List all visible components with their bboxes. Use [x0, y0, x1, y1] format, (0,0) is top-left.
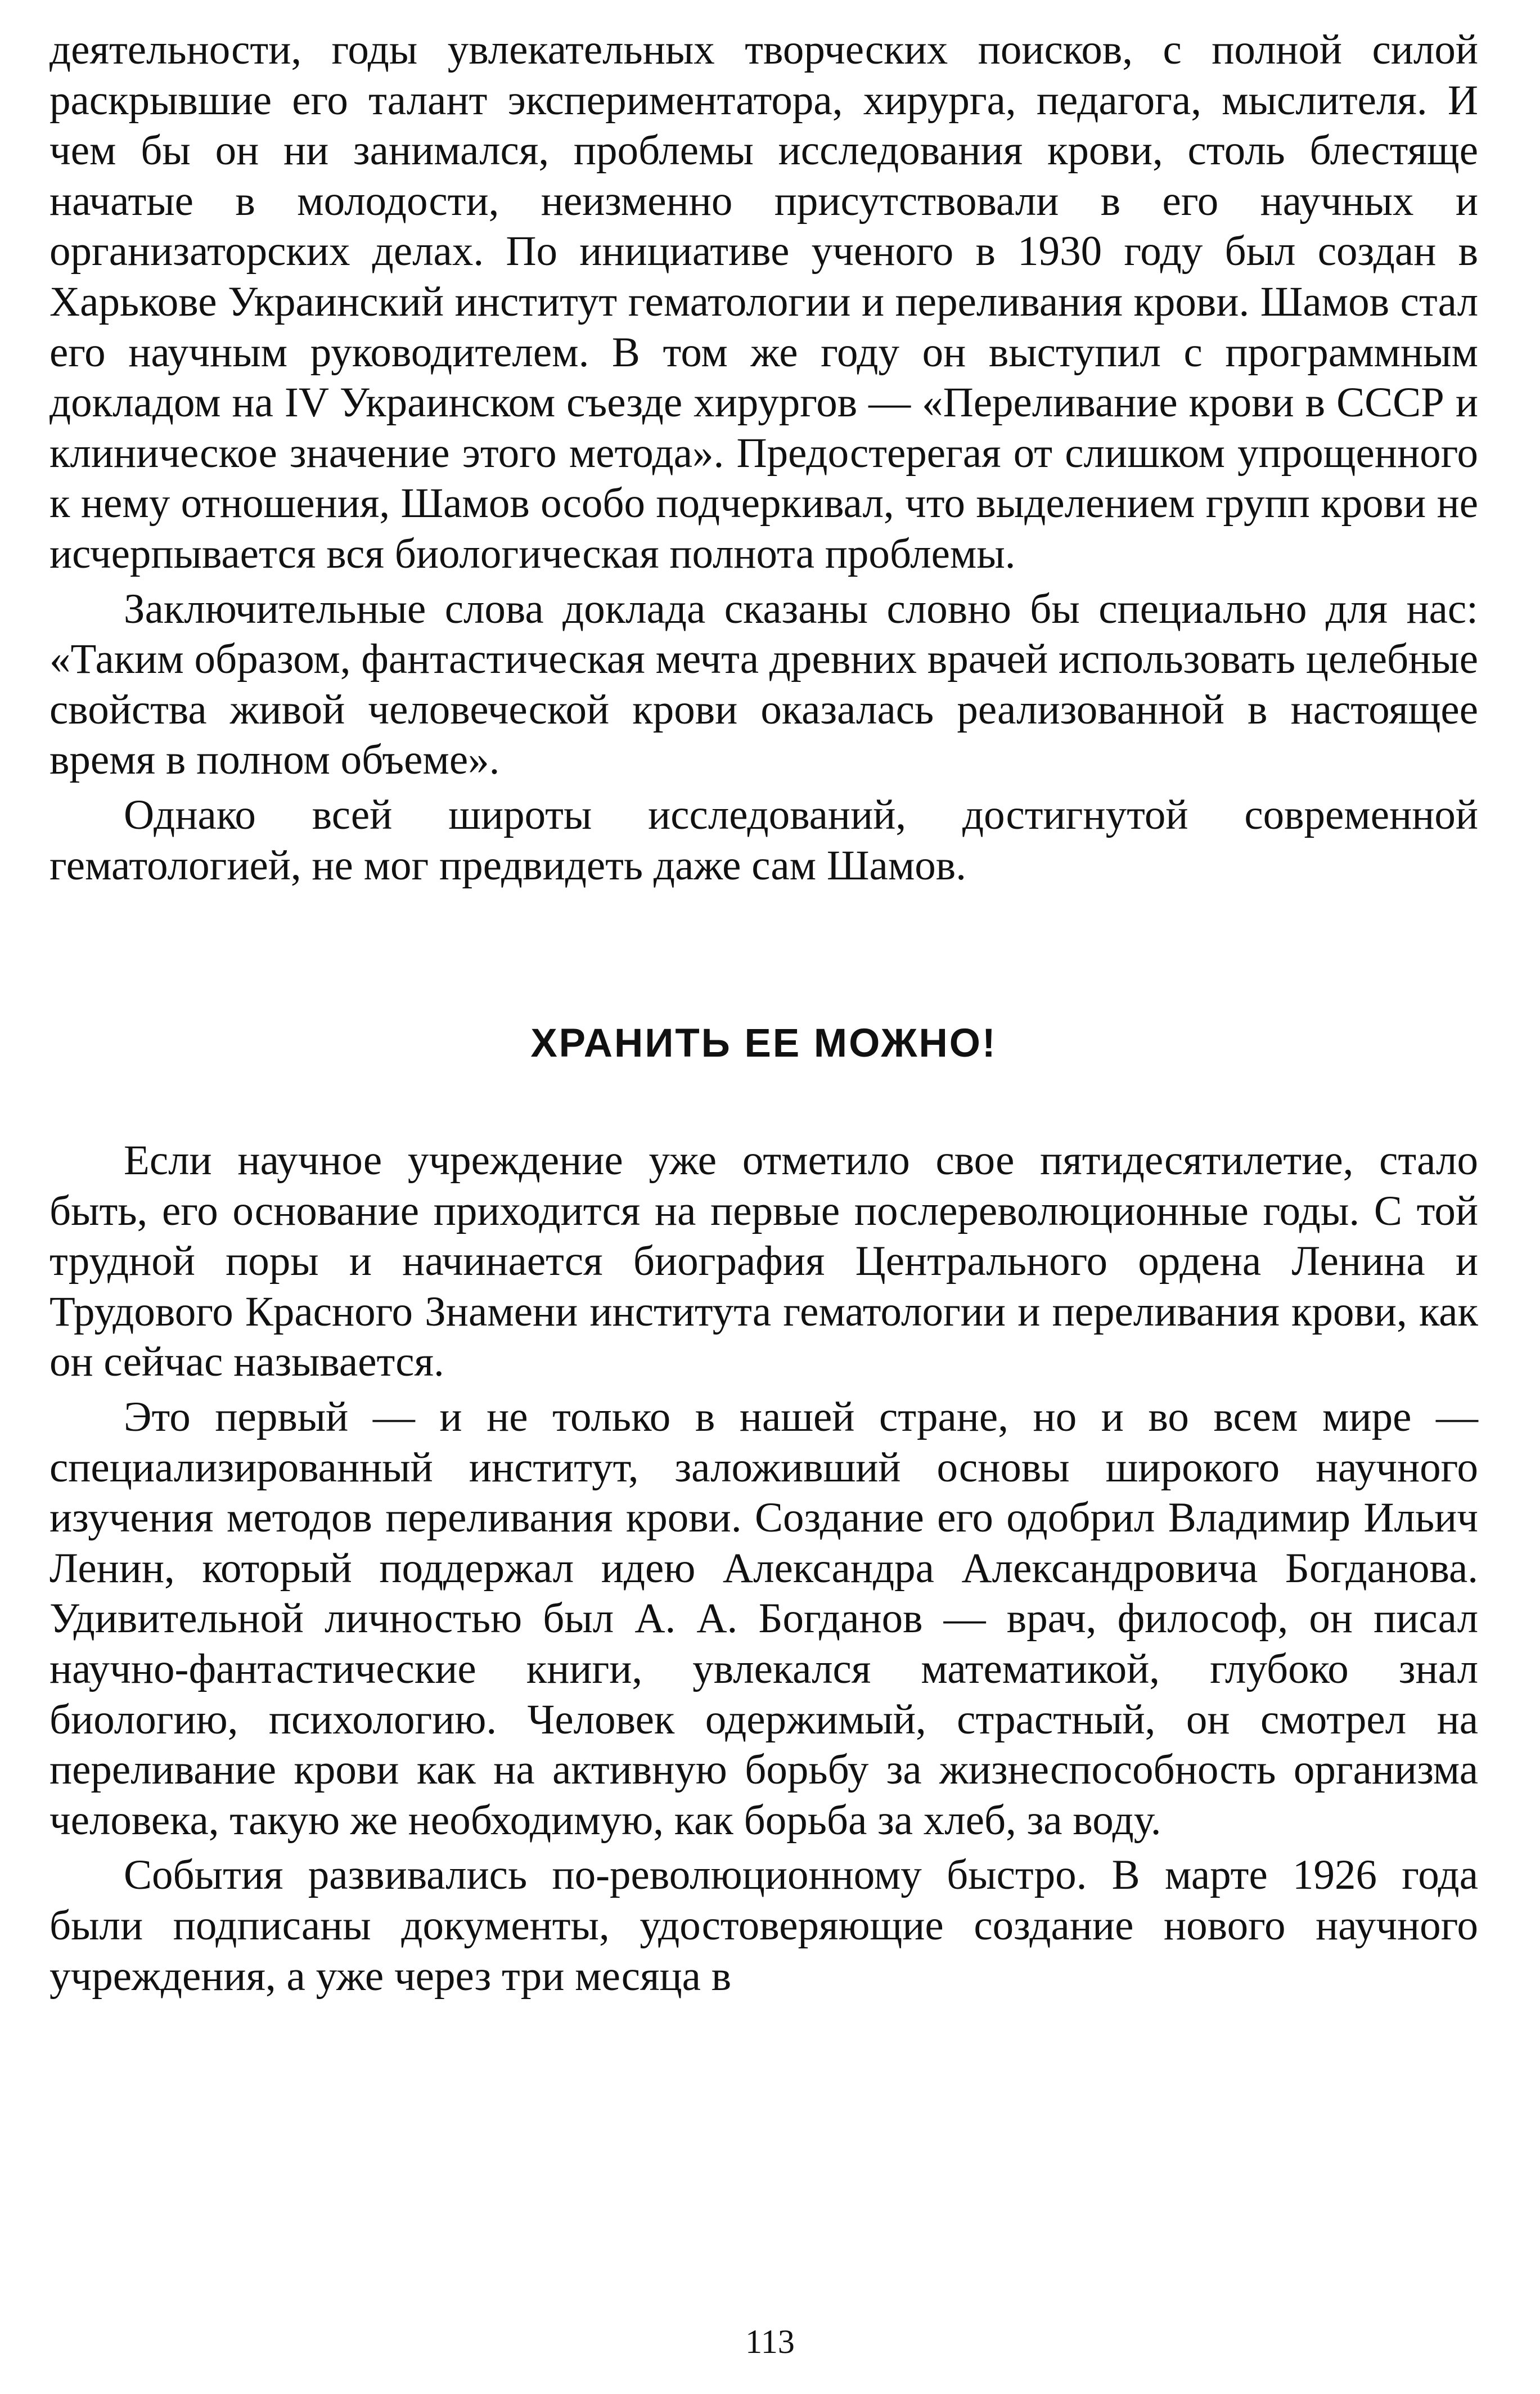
paragraph-modern-hematology: Однако всей широты исследований, достигнутой современной гематологией, не мог предвидеть даже сам Шамов.: [49, 791, 1478, 889]
page-number: 113: [745, 2323, 795, 2360]
paragraph-shamov-institute: деятельности, годы увлекательных творческих поисков, с полной силой раскрывшие его талант экспериментатора, хирурга, педагога, мыслителя. И чем бы он ни занимался, проблемы исследования крови, столь блестяще начатые в молодости, неизменно присутствовали в его научных и организаторских делах. По инициативе ученого в 1930 году был создан в Харькове Украинский институт гематологии и переливания крови. Шамов стал его научным руководителем. В том же году он выступил с программным докладом на IV Украинском съезде хирургов — «Переливание крови в СССР и клиническое значение этого метода». Предостерегая от слишком упрощенного к нему отношения, Шамов особо подчеркивал, что выделением групп крови не исчерпывается вся биологическая полнота проблемы.: [49, 26, 1478, 577]
paragraph-events-1926: События развивались по-революционному быстро. В марте 1926 года были подписаны документы, удостоверяющие создание нового научного учреждения, а уже через три месяца в: [49, 1852, 1478, 2000]
paragraph-institute-anniversary: Если научное учреждение уже отметило свое пятидесятилетие, стало быть, его основание приходится на первые послереволюционные годы. С той трудной поры и начинается биография Центрального ордена Ленина и Трудового Красного Знамени института гематологии и переливания крови, как он сейчас называется.: [49, 1137, 1478, 1386]
section-heading: ХРАНИТЬ ЕЕ МОЖНО!: [530, 1021, 997, 1066]
paragraph-report-conclusion: Заключительные слова доклада сказаны словно бы специально для нас: «Таким образом, фантастическая мечта древних врачей использовать целебные свойства живой человеческой крови оказалась реализованной в настоящее время в полном объеме».: [49, 585, 1478, 784]
page-body: [49, 25, 1478, 2001]
paragraph-first-institute: Это первый — и не только в нашей стране, но и во всем мире — специализированный институт, заложивший основы широкого научного изучения методов переливания крови. Создание его одобрил Владимир Ильич Ленин, который поддержал идею Александра Александровича Богданова. Удивительной личностью был А. А. Богданов — врач, философ, он писал научно-фантастические книги, увлекался математикой, глубоко знал биологию, психологию. Человек одержимый, страстный, он смотрел на переливание крови как на активную борьбу за жизнеспособность организма человека, такую же необходимую, как борьба за хлеб, за воду.: [49, 1394, 1478, 1844]
